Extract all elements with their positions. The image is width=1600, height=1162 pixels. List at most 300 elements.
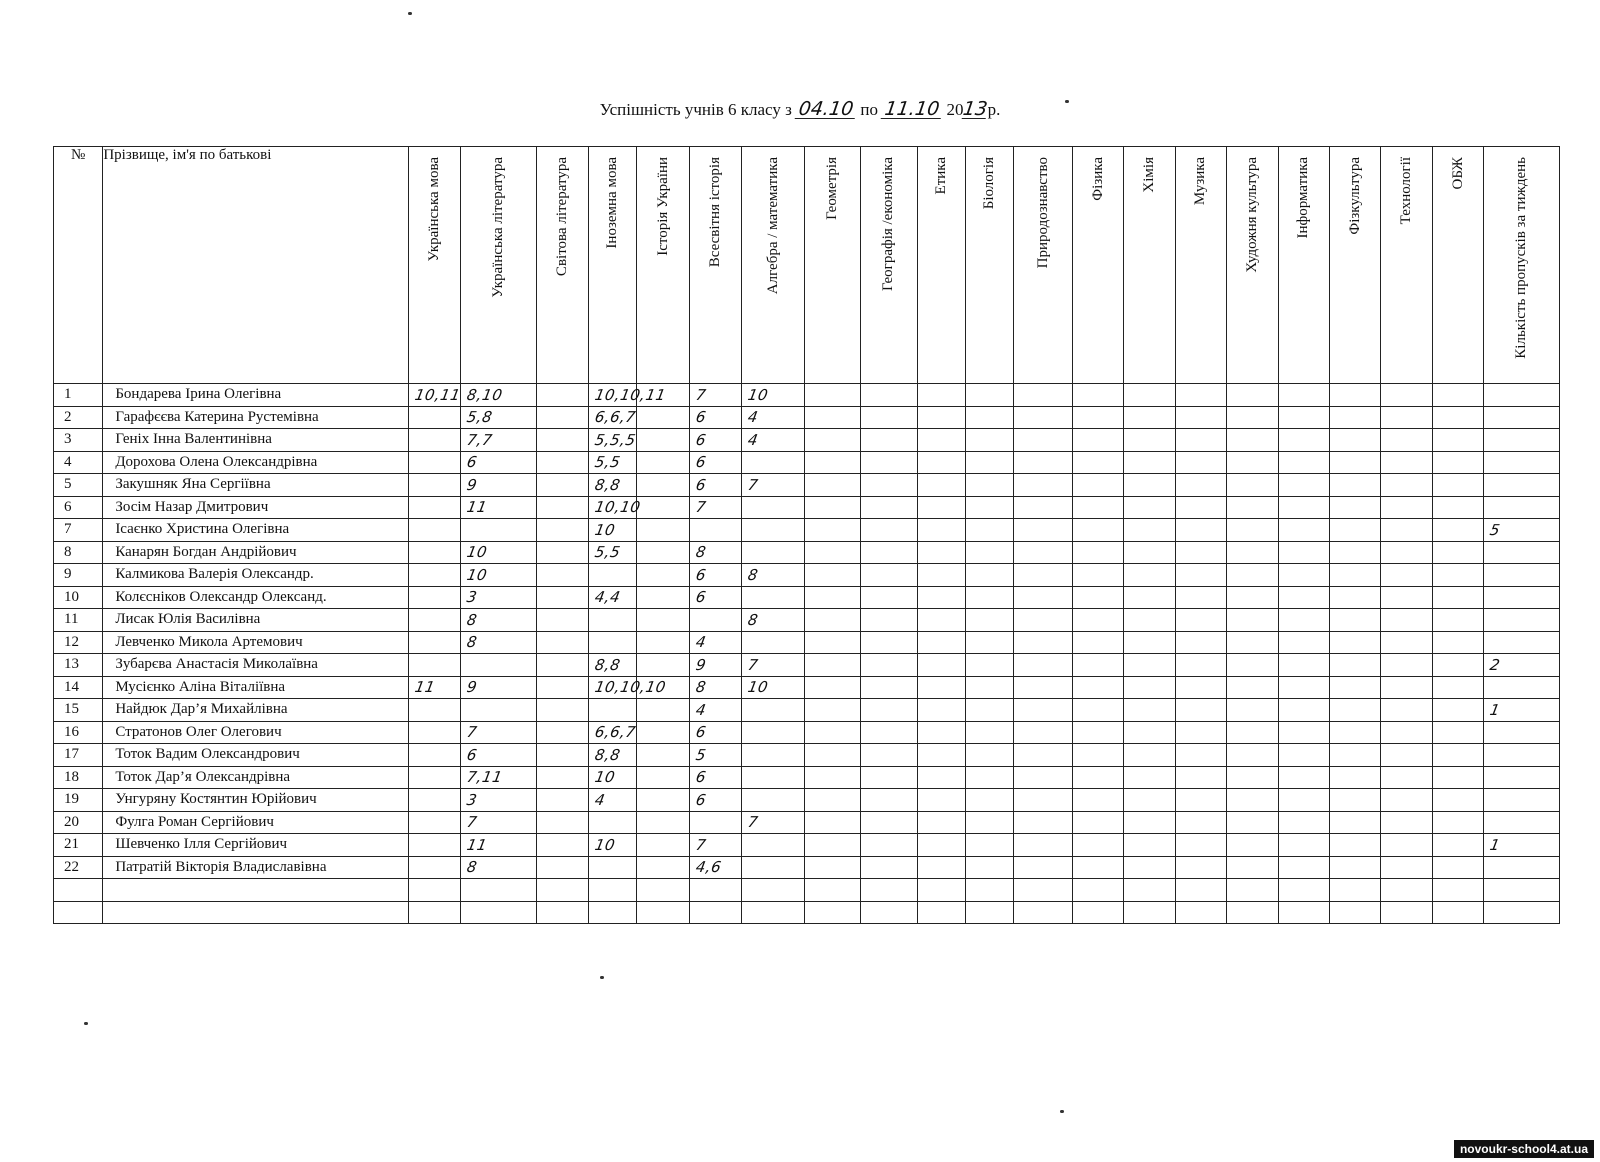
grade-cell [637,901,689,924]
subject-label: Художня культура [1243,157,1260,273]
grade-cell [1330,384,1381,407]
grade-cell [1381,654,1432,677]
grade-cell [742,631,805,654]
grade-cell [965,496,1013,519]
grade-cell [1227,429,1278,452]
grade-cell [1381,699,1432,722]
grade-cell [408,451,460,474]
student-name: Калмикова Валерія Олександр. [103,564,408,587]
grade-cell [742,609,805,632]
grade-value: 6,6,7 [593,408,638,427]
table-row [54,744,1560,767]
grade-cell [1330,856,1381,879]
grade-cell [742,564,805,587]
grade-cell [1124,586,1175,609]
grade-cell [1072,564,1123,587]
grade-cell [1175,766,1226,789]
table-row [54,721,1560,744]
subject-label: Фізика [1089,157,1106,201]
row-number: 11 [54,609,103,632]
grade-value: 1 [1488,700,1502,719]
scan-speck [84,1022,88,1025]
grade-cell [860,654,917,677]
grade-value: 7 [465,813,479,832]
grade-cell [1072,766,1123,789]
grade-cell [1014,856,1073,879]
grade-cell [1381,676,1432,699]
grade-value: 7 [746,475,761,494]
grade-cell [461,879,537,902]
grade-cell [689,384,741,407]
grade-cell [589,631,637,654]
grade-cell [461,721,537,744]
grade-value: 5,8 [465,408,495,427]
grade-cell [1278,789,1329,812]
grade-value: 10 [593,520,617,539]
grade-cell [805,631,861,654]
grade-cell [1124,676,1175,699]
grade-cell [1072,676,1123,699]
grade-cell [1484,429,1560,452]
grade-cell [1278,901,1329,924]
grade-cell [408,856,460,879]
date-from: 04.10 [795,100,858,119]
grade-value: 6 [694,768,708,787]
grade-cell [917,789,965,812]
grade-cell [637,519,689,542]
grade-cell [689,654,741,677]
grade-cell [1072,474,1123,497]
grade-value: 8 [465,858,479,877]
grade-cell [965,541,1013,564]
grade-cell [1175,631,1226,654]
grade-value: 2 [1488,655,1502,674]
grade-cell [1175,609,1226,632]
grade-cell [1381,609,1432,632]
grade-cell [461,541,537,564]
grade-cell [689,676,741,699]
grade-cell [461,429,537,452]
grade-value: 6 [694,453,708,472]
grade-cell [408,879,460,902]
subject-header [965,147,1013,384]
grade-cell [1072,384,1123,407]
grade-value: 9 [694,655,708,674]
grade-cell [805,676,861,699]
grade-value: 4 [694,700,708,719]
row-number: 8 [54,541,103,564]
grade-cell [1175,879,1226,902]
grade-cell [1278,564,1329,587]
grade-cell [1072,789,1123,812]
grade-cell [408,699,460,722]
grade-value: 4 [746,408,761,427]
row-number: 15 [54,699,103,722]
subject-header [1124,147,1175,384]
grade-cell [1227,856,1278,879]
grade-cell [917,586,965,609]
grade-value: 6 [694,565,708,584]
grade-cell [1014,811,1073,834]
grade-cell [1124,541,1175,564]
grade-cell [742,856,805,879]
subject-header [408,147,460,384]
grade-cell [1278,429,1329,452]
table-row [54,789,1560,812]
grade-cell [1278,721,1329,744]
grade-cell [461,654,537,677]
grade-cell [637,496,689,519]
grade-cell [1014,384,1073,407]
grade-cell [1278,676,1329,699]
grade-cell [1072,744,1123,767]
grade-cell [1014,901,1073,924]
grade-cell [1432,496,1483,519]
grade-cell [742,834,805,857]
grade-cell [1484,451,1560,474]
grade-cell [689,586,741,609]
grade-cell [1484,631,1560,654]
grade-cell [860,811,917,834]
student-name: Лисак Юлія Василівна [103,609,408,632]
row-number: 19 [54,789,103,812]
grade-cell [1124,789,1175,812]
subject-header [589,147,637,384]
grade-cell [536,856,588,879]
grade-cell [1072,834,1123,857]
grade-cell [1175,564,1226,587]
grade-cell [1227,474,1278,497]
grade-cell [1381,834,1432,857]
grade-cell [408,541,460,564]
grade-cell [917,384,965,407]
grade-cell [805,451,861,474]
grade-cell [1432,541,1483,564]
grade-cell [1227,451,1278,474]
grade-cell [742,474,805,497]
grade-cell [742,406,805,429]
subject-label: ОБЖ [1449,157,1466,190]
grade-cell [637,609,689,632]
grade-cell [536,429,588,452]
grade-cell [689,474,741,497]
grade-cell [461,406,537,429]
grade-cell [1227,811,1278,834]
grade-cell [637,429,689,452]
grade-cell [1484,834,1560,857]
grade-cell [637,631,689,654]
grade-cell [805,519,861,542]
table-row [54,474,1560,497]
grade-cell [589,834,637,857]
header-row [54,147,1560,384]
grade-cell [461,586,537,609]
grade-cell [1432,474,1483,497]
grade-cell [1381,496,1432,519]
grade-cell [461,834,537,857]
grade-cell [408,766,460,789]
grade-cell [536,744,588,767]
grade-value: 10 [593,835,617,854]
grade-cell [917,834,965,857]
grade-cell [1484,384,1560,407]
grade-cell [805,699,861,722]
grade-cell [1278,856,1329,879]
table-row [54,631,1560,654]
grade-cell [860,631,917,654]
grade-cell [1014,474,1073,497]
grade-value: 10,10,11 [593,385,668,404]
grade-cell [1124,901,1175,924]
grade-cell [1278,699,1329,722]
grade-cell [461,631,537,654]
grade-cell [689,744,741,767]
subject-label: Українська література [489,157,506,298]
date-to: 11.10 [881,100,944,119]
grade-cell [1072,519,1123,542]
grade-cell [1432,451,1483,474]
grade-cell [408,744,460,767]
grade-cell [742,766,805,789]
grade-cell [1014,586,1073,609]
grade-cell [1227,744,1278,767]
grade-cell [1432,744,1483,767]
title-end: р. [987,100,1001,119]
grade-cell [461,609,537,632]
grade-cell [1014,834,1073,857]
grade-cell [1072,856,1123,879]
subject-label: Природознавство [1034,157,1051,269]
grade-cell [689,834,741,857]
grade-cell [536,834,588,857]
subject-header [1278,147,1329,384]
grade-cell [1330,789,1381,812]
grade-cell [589,744,637,767]
grade-cell [1330,496,1381,519]
grade-cell [1014,676,1073,699]
grade-cell [805,811,861,834]
grade-value: 5,5 [593,543,623,562]
grade-cell [637,834,689,857]
grade-cell [1484,744,1560,767]
grade-cell [742,541,805,564]
grade-value: 4,6 [694,858,723,877]
grade-cell [536,519,588,542]
grade-cell [1227,541,1278,564]
grade-cell [461,384,537,407]
table-row [54,429,1560,452]
table-row [54,406,1560,429]
grade-cell [1227,699,1278,722]
student-name [103,901,408,924]
grade-value: 10 [746,385,771,404]
table-row [54,541,1560,564]
row-number: 9 [54,564,103,587]
grade-cell [742,744,805,767]
grade-cell [1381,586,1432,609]
row-number: 18 [54,766,103,789]
grade-cell [408,564,460,587]
grade-cell [1278,451,1329,474]
grade-value: 11 [465,835,489,854]
grade-cell [637,654,689,677]
grade-value: 8 [465,610,479,629]
grade-cell [637,721,689,744]
row-number: 6 [54,496,103,519]
student-name: Колєсніков Олександр Олександ. [103,586,408,609]
grade-cell [1014,721,1073,744]
table-row [54,879,1560,902]
grade-cell [1381,564,1432,587]
grade-cell [589,429,637,452]
table-row [54,384,1560,407]
grade-value: 7,7 [465,430,495,449]
grade-cell [536,901,588,924]
grade-cell [1484,496,1560,519]
grade-cell [805,384,861,407]
grade-cell [1014,879,1073,902]
grade-cell [589,384,668,407]
grade-cell [1175,789,1226,812]
grade-cell [1381,811,1432,834]
grade-cell [1381,789,1432,812]
grade-cell [1278,834,1329,857]
grade-value: 6 [694,430,708,449]
grade-cell [917,699,965,722]
grade-cell [408,519,460,542]
grade-cell [637,879,689,902]
grade-cell [536,496,588,519]
row-number: 3 [54,429,103,452]
grade-cell [965,901,1013,924]
grade-cell [1072,406,1123,429]
row-number: 7 [54,519,103,542]
grade-cell [1484,586,1560,609]
grade-cell [742,789,805,812]
grade-cell [965,879,1013,902]
grade-cell [1278,474,1329,497]
grade-cell [589,586,637,609]
grade-cell [1175,519,1226,542]
grades-table [53,146,1560,924]
table-row [54,766,1560,789]
grade-cell [1330,541,1381,564]
grade-cell [1330,879,1381,902]
grade-cell [408,901,460,924]
grade-cell [408,496,460,519]
grade-cell [917,766,965,789]
grade-cell [408,721,460,744]
grade-cell [1381,519,1432,542]
grade-cell [408,654,460,677]
grade-cell [1227,609,1278,632]
grade-cell [461,519,537,542]
grade-cell [1124,699,1175,722]
grade-cell [1484,699,1560,722]
grade-cell [965,586,1013,609]
table-row [54,654,1560,677]
grade-cell [1227,564,1278,587]
student-name: Найдюк Дар’я Михайлівна [103,699,408,722]
grade-cell [742,654,805,677]
grade-cell [461,564,537,587]
grade-cell [1432,699,1483,722]
grade-cell [689,609,741,632]
grade-cell [1484,519,1560,542]
grade-value: 8 [746,565,761,584]
grade-cell [1175,586,1226,609]
grade-cell [1175,451,1226,474]
grade-cell [1014,631,1073,654]
grade-cell [860,406,917,429]
grade-cell [589,721,637,744]
student-name: Фулга Роман Сергійович [103,811,408,834]
grade-cell [1381,744,1432,767]
grade-value: 5 [1488,520,1502,539]
grade-cell [461,496,537,519]
grade-cell [1124,496,1175,519]
grade-value: 6 [694,588,708,607]
subject-label: Всесвітня історія [707,157,724,268]
grade-value: 7 [746,655,761,674]
grade-cell [860,451,917,474]
table-row [54,856,1560,879]
grade-cell [1124,519,1175,542]
grade-value: 9 [465,475,479,494]
scan-speck [408,12,412,15]
grade-value: 8,10 [465,385,505,404]
grade-cell [589,541,637,564]
grade-cell [742,496,805,519]
grade-cell [1330,901,1381,924]
grade-cell [689,496,741,519]
grade-cell [1381,631,1432,654]
student-name: Тоток Вадим Олександрович [103,744,408,767]
grade-value: 6 [465,745,479,764]
grade-cell [805,564,861,587]
grade-cell [917,631,965,654]
grade-cell [1278,586,1329,609]
grade-cell [1227,384,1278,407]
grade-cell [689,811,741,834]
grade-cell [1432,406,1483,429]
grade-cell [1278,519,1329,542]
grade-cell [860,586,917,609]
grade-cell [408,811,460,834]
grade-cell [1175,856,1226,879]
grade-cell [461,676,537,699]
subject-header [1330,147,1381,384]
subject-header [1175,147,1226,384]
grade-cell [1330,834,1381,857]
grade-cell [1227,496,1278,519]
grade-cell [860,766,917,789]
grade-cell [1432,586,1483,609]
grade-cell [408,609,460,632]
grade-cell [1227,586,1278,609]
grade-cell [965,721,1013,744]
grade-cell [1381,766,1432,789]
table-row [54,586,1560,609]
grade-value: 10 [465,543,489,562]
grade-cell [1227,834,1278,857]
grade-cell [461,811,537,834]
subject-label: Алгебра / математика [764,157,781,295]
grade-cell [965,519,1013,542]
watermark: novoukr-school4.at.ua [1454,1140,1594,1158]
grade-value: 8 [746,610,761,629]
grade-cell [805,406,861,429]
